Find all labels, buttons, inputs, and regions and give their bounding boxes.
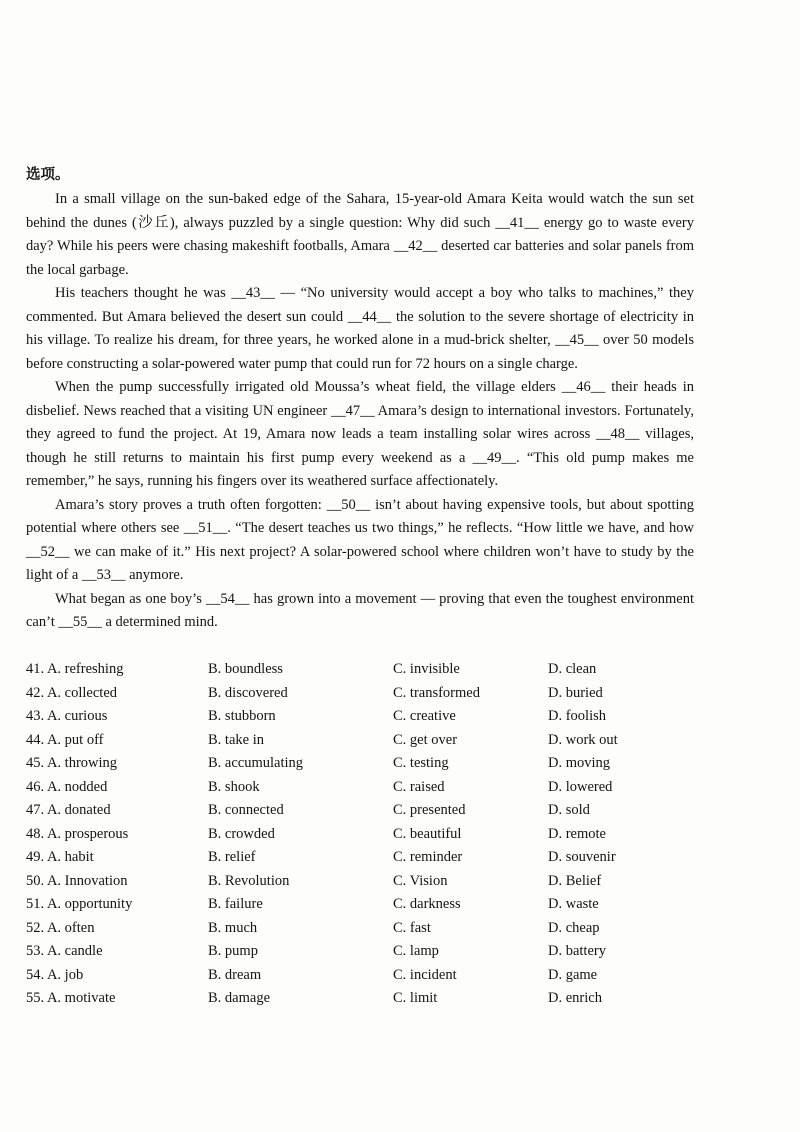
option-row-54 — [26, 964, 706, 988]
option-54-c: C. incident — [393, 966, 457, 983]
paragraph-5: What began as one boy’s __54__ has grown into a movement — proving that even the toughest environment can’t __55__ a determined mind. — [26, 590, 694, 630]
options-list — [26, 658, 706, 1011]
option-48-c: C. beautiful — [393, 825, 462, 842]
option-54-d: D. game — [548, 966, 598, 983]
section-header: 选项。 — [26, 167, 70, 183]
paragraph-3: When the pump successfully irrigated old Moussa’s wheat field, the village elders __46__ their heads in disbelief. News reached that a visiting UN engineer __47__ Amara’s design to international investors. Fortunately, they agreed to fund the project. At 19, Amara now leads a team installing solar wires across __48__ villages, though he still returns to maintain his first pump every weekend as a __49__. “This old pump makes me remember,” he says, running his fingers over its weathered surface affectionately. — [26, 379, 694, 489]
option-row-50 — [26, 870, 706, 894]
option-53-b: B. pump — [208, 943, 258, 959]
option-45-b: B. accumulating — [208, 755, 304, 771]
option-53-c: C. lamp — [393, 943, 439, 959]
option-50-a: 50. A. Innovation — [26, 872, 128, 889]
option-46-b: B. shook — [208, 778, 260, 795]
option-52-d: D. cheap — [548, 919, 600, 936]
option-50-d: D. Belief — [548, 872, 602, 889]
option-55-b: B. damage — [208, 990, 271, 1006]
option-row-52 — [26, 917, 706, 941]
option-46-d: D. lowered — [548, 778, 613, 795]
option-55-a: 55. A. motivate — [26, 990, 116, 1006]
option-row-44 — [26, 729, 706, 753]
option-row-41 — [26, 658, 706, 682]
paragraph-1: In a small village on the sun-baked edge of the Sahara, 15-year-old Amara Keita would watch the sun set behind the dunes (沙丘), always puzzled by a single question: Why did such __41__ energy go to waste every day? While his peers were chasing makeshift footballs, Amara __42__ deserted car batteries and solar panels from the local garbage. — [26, 191, 694, 278]
option-51-a: 51. A. opportunity — [26, 896, 133, 912]
option-row-47 — [26, 799, 706, 823]
option-49-b: B. relief — [208, 849, 256, 865]
option-row-45 — [26, 752, 706, 776]
option-44-b: B. take in — [208, 731, 264, 748]
option-50-c: C. Vision — [393, 872, 448, 889]
option-49-a: 49. A. habit — [26, 849, 94, 865]
option-42-b: B. discovered — [208, 684, 288, 701]
option-42-c: C. transformed — [393, 684, 480, 701]
option-row-55 — [26, 987, 706, 1011]
option-52-a: 52. A. often — [26, 919, 95, 936]
option-42-d: D. buried — [548, 684, 603, 701]
option-55-c: C. limit — [393, 990, 438, 1006]
option-47-a: 47. A. donated — [26, 802, 111, 818]
paragraph-2: His teachers thought he was __43__ — “No university would accept a boy who talks to machines,” they commented. But Amara believed the desert sun could __44__ the solution to the severe shortage of electricity in his village. To realize his dream, for three years, he worked alone in a mud-brick shelter, __45__ over 50 models before constructing a solar-powered water pump that could run for 72 hours on a single charge. — [26, 285, 694, 372]
option-45-a: 45. A. throwing — [26, 755, 118, 771]
option-45-d: D. moving — [548, 755, 611, 771]
option-row-53 — [26, 940, 706, 964]
option-48-a: 48. A. prosperous — [26, 825, 129, 842]
option-row-42 — [26, 682, 706, 706]
option-47-d: D. sold — [548, 802, 590, 818]
option-row-43 — [26, 705, 706, 729]
option-46-a: 46. A. nodded — [26, 778, 108, 795]
option-row-46 — [26, 776, 706, 800]
option-52-b: B. much — [208, 919, 258, 936]
option-row-49 — [26, 846, 706, 870]
option-54-b: B. dream — [208, 966, 262, 983]
option-52-c: C. fast — [393, 919, 431, 936]
paragraph-4: Amara’s story proves a truth often forgotten: __50__ isn’t about having expensive tools, but about spotting potential where others see __51__. “The desert teaches us two things,” he reflects. “How little we have, and how __52__ we can make of it.” His next project? A solar-powered school where children won’t have to study by the light of a __53__ anymore. — [26, 496, 694, 583]
option-47-c: C. presented — [393, 802, 466, 818]
option-44-c: C. get over — [393, 731, 458, 748]
option-43-d: D. foolish — [548, 708, 606, 724]
option-41-b: B. boundless — [208, 661, 283, 677]
option-48-d: D. remote — [548, 825, 606, 842]
option-51-c: C. darkness — [393, 896, 461, 912]
option-53-d: D. battery — [548, 943, 606, 959]
option-45-c: C. testing — [393, 755, 449, 771]
option-43-c: C. creative — [393, 708, 456, 724]
option-44-d: D. work out — [548, 731, 618, 748]
option-41-a: 41. A. refreshing — [26, 661, 124, 677]
cloze-passage — [26, 188, 694, 635]
option-49-c: C. reminder — [393, 849, 463, 865]
option-41-d: D. clean — [548, 661, 597, 677]
option-50-b: B. Revolution — [208, 872, 290, 889]
option-44-a: 44. A. put off — [26, 731, 104, 748]
option-row-48 — [26, 823, 706, 847]
option-row-51 — [26, 893, 706, 917]
option-53-a: 53. A. candle — [26, 943, 103, 959]
option-51-d: D. waste — [548, 896, 599, 912]
option-41-c: C. invisible — [393, 661, 460, 677]
option-43-a: 43. A. curious — [26, 708, 108, 724]
option-51-b: B. failure — [208, 896, 263, 912]
option-48-b: B. crowded — [208, 825, 275, 842]
option-55-d: D. enrich — [548, 990, 602, 1006]
option-42-a: 42. A. collected — [26, 684, 118, 701]
option-54-a: 54. A. job — [26, 966, 84, 983]
option-49-d: D. souvenir — [548, 849, 616, 865]
option-43-b: B. stubborn — [208, 708, 276, 724]
option-47-b: B. connected — [208, 802, 284, 818]
option-46-c: C. raised — [393, 778, 445, 795]
